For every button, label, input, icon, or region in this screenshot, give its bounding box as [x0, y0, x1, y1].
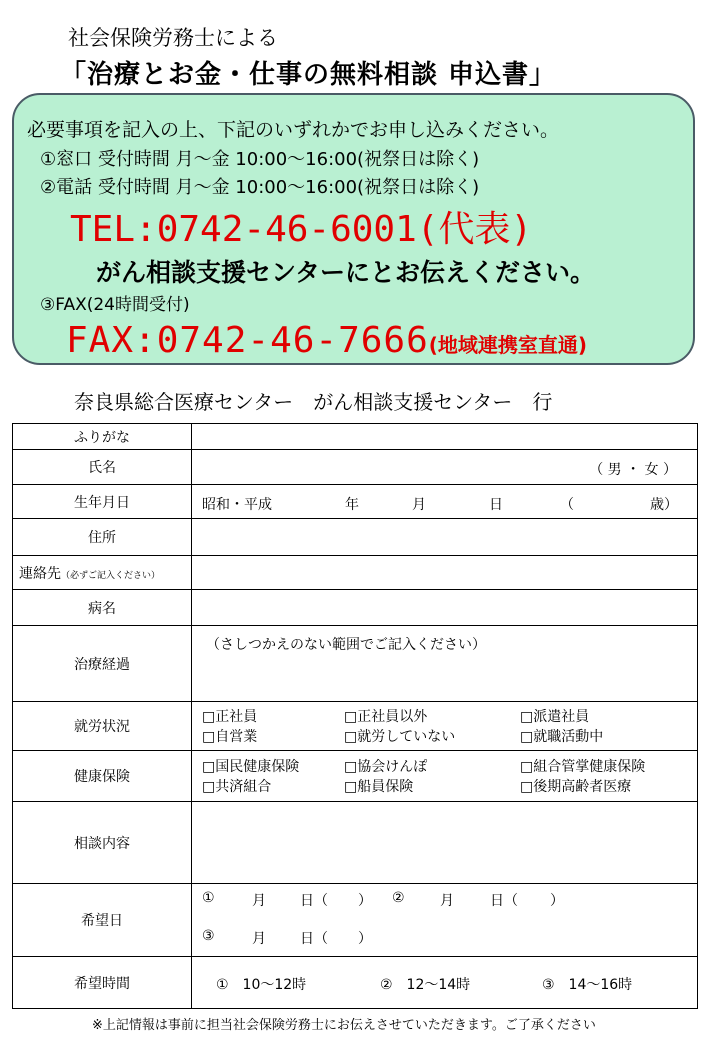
date-3-day: 日（: [300, 931, 328, 947]
checkbox-mutual-aid[interactable]: □共済組合: [202, 779, 272, 795]
option-counter: ①窓口 受付時間 月～金 10:00～16:00(祝祭日は除く): [40, 149, 480, 170]
label-birthdate: 生年月日: [13, 485, 192, 519]
label-preferred-date: 希望日: [13, 884, 192, 957]
checkbox-regular[interactable]: □正社員: [202, 709, 258, 725]
date-2-close: ）: [550, 893, 564, 909]
employment-options: [192, 702, 698, 751]
fax-number: FAX:0742-46-7666: [66, 320, 429, 361]
footer-note: ※上記情報は事前に担当社会保険労務士にお伝えさせていただきます。ご了承ください: [92, 1018, 596, 1033]
date-3-month: 月: [252, 931, 266, 947]
addressee: 奈良県総合医療センター がん相談支援センター 行: [74, 390, 553, 414]
gender-select[interactable]: （ 男 ・ 女 ）: [589, 462, 677, 478]
insurance-options: [192, 751, 698, 802]
row-contact: [13, 556, 698, 590]
era-text: 昭和・平成: [202, 497, 272, 513]
subtitle: 社会保険労務士による: [68, 26, 278, 50]
checkbox-union-health[interactable]: □組合管掌健康保険: [520, 759, 646, 775]
row-address: [13, 519, 698, 556]
time-option-1[interactable]: ① 10～12時: [216, 977, 307, 993]
date-2-num: ②: [392, 890, 405, 906]
date-1-day: 日（: [300, 893, 328, 909]
contact-field[interactable]: [192, 556, 698, 590]
age-text: 歳）: [650, 497, 678, 513]
contact-note: （必ずご記入ください）: [61, 570, 161, 581]
tel-number: TEL:0742-46-6001(代表): [70, 209, 533, 250]
treatment-note: （さしつかえのない範囲でご記入ください）: [206, 637, 486, 653]
option-fax: ③FAX(24時間受付): [40, 295, 190, 315]
label-disease: 病名: [13, 590, 192, 626]
label-address: 住所: [13, 519, 192, 556]
row-insurance: [13, 751, 698, 802]
name-field[interactable]: [192, 450, 698, 485]
year-text: 年: [345, 497, 359, 513]
instruction-text: 必要事項を記入の上、下記のいずれかでお申し込みください。: [27, 119, 560, 141]
fax-line: [66, 320, 587, 361]
row-treatment: [13, 626, 698, 702]
consultation-field[interactable]: [192, 802, 698, 884]
label-employment: 就労状況: [13, 702, 192, 751]
date-1-month: 月: [252, 893, 266, 909]
month-text: 月: [412, 497, 426, 513]
row-birthdate: [13, 485, 698, 519]
row-disease: [13, 590, 698, 626]
disease-field[interactable]: [192, 590, 698, 626]
label-preferred-time: 希望時間: [13, 957, 192, 1009]
label-furigana: ふりがな: [13, 424, 192, 450]
time-option-3[interactable]: ③ 14～16時: [542, 977, 633, 993]
birthdate-field[interactable]: [192, 485, 698, 519]
row-preferred-date: [13, 884, 698, 957]
preferred-date-field[interactable]: [192, 884, 698, 957]
info-box: [12, 93, 695, 365]
date-1-num: ①: [202, 890, 215, 906]
time-option-2[interactable]: ② 12～14時: [380, 977, 471, 993]
row-name: [13, 450, 698, 485]
checkbox-national-health[interactable]: □国民健康保険: [202, 759, 300, 775]
row-consultation: [13, 802, 698, 884]
day-text: 日: [489, 497, 503, 513]
age-open: （: [560, 497, 574, 513]
checkbox-elderly-care[interactable]: □後期高齢者医療: [520, 779, 632, 795]
checkbox-seamen[interactable]: □船員保険: [344, 779, 414, 795]
row-employment: [13, 702, 698, 751]
date-2-day: 日（: [490, 893, 518, 909]
label-consultation: 相談内容: [13, 802, 192, 884]
application-form: [12, 423, 698, 1009]
furigana-field[interactable]: [192, 424, 698, 450]
checkbox-dispatch[interactable]: □派遣社員: [520, 709, 590, 725]
label-insurance: 健康保険: [13, 751, 192, 802]
label-contact: [13, 556, 192, 590]
date-3-close: ）: [358, 931, 372, 947]
checkbox-not-working[interactable]: □就労していない: [344, 729, 456, 745]
checkbox-non-regular[interactable]: □正社員以外: [344, 709, 428, 725]
checkbox-self-employed[interactable]: □自営業: [202, 729, 258, 745]
row-furigana: [13, 424, 698, 450]
fax-note: (地域連携室直通): [428, 333, 588, 357]
tel-note: がん相談支援センターにとお伝えください。: [96, 258, 596, 287]
treatment-field[interactable]: [192, 626, 698, 702]
contact-label: 連絡先: [19, 565, 61, 582]
date-1-close: ）: [358, 893, 372, 909]
row-preferred-time: [13, 957, 698, 1009]
date-2-month: 月: [440, 893, 454, 909]
label-treatment: 治療経過: [13, 626, 192, 702]
checkbox-kyokai-kenpo[interactable]: □協会けんぽ: [344, 759, 428, 775]
page-title: 「治療とお金・仕事の無料相談 申込書」: [60, 60, 557, 90]
address-field[interactable]: [192, 519, 698, 556]
label-name: 氏名: [13, 450, 192, 485]
date-3-num: ③: [202, 928, 215, 944]
option-phone: ②電話 受付時間 月～金 10:00～16:00(祝祭日は除く): [40, 177, 480, 198]
preferred-time-field: [192, 957, 698, 1009]
checkbox-job-hunting[interactable]: □就職活動中: [520, 729, 604, 745]
